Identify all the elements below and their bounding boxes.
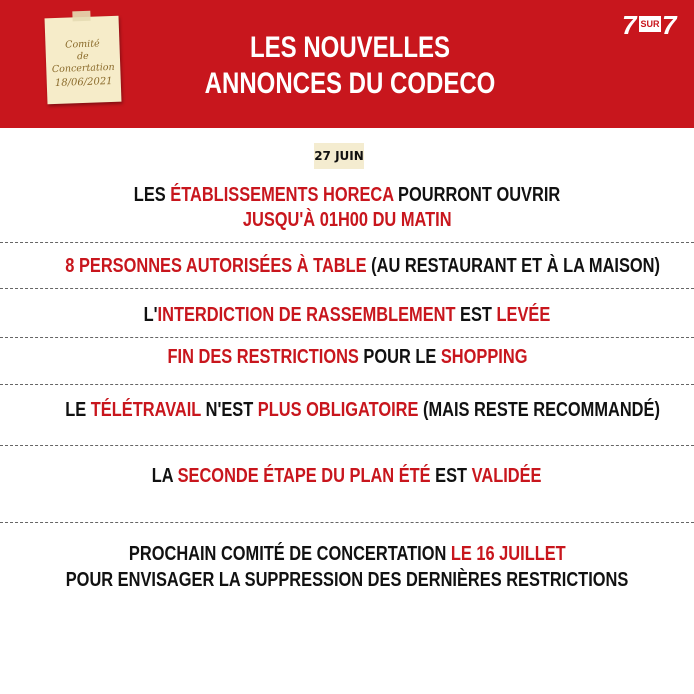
header-banner — [0, 0, 694, 128]
rassemblement-part-3: LEVÉE — [496, 304, 551, 326]
date-badge: 27 JUIN — [314, 143, 364, 169]
announcement-plan-ete — [0, 463, 694, 489]
rassemblement-part-0: L' — [143, 304, 158, 326]
teletravail-part-2: N'EST — [201, 399, 258, 421]
announcement-horeca-line2 — [0, 207, 694, 233]
horeca-part-0: LES — [133, 184, 171, 206]
teletravail-part-3: PLUS OBLIGATOIRE — [257, 399, 419, 421]
title-line-1: LES NOUVELLES — [249, 31, 451, 64]
plan-ete-part-0: LA — [152, 465, 178, 487]
page-title — [198, 30, 502, 102]
note-line-3: Concertation — [51, 61, 115, 76]
footer-part-0: PROCHAIN COMITÉ DE CONCERTATION — [128, 543, 451, 565]
divider — [0, 288, 694, 289]
announcement-horeca — [0, 182, 694, 208]
shopping-part-1: POUR LE — [358, 346, 441, 368]
teletravail-part-0: LE — [65, 399, 91, 421]
divider — [0, 384, 694, 385]
table-part-1: (AU RESTAURANT ET À LA MAISON) — [366, 255, 660, 277]
note-line-2: de — [76, 50, 89, 63]
title-line-2: ANNONCES DU CODECO — [204, 67, 496, 100]
footer-part-1: LE 16 JUILLET — [450, 543, 566, 565]
rassemblement-part-2: EST — [455, 304, 497, 326]
announcement-shopping — [0, 344, 694, 370]
horeca-part-1: ÉTABLISSEMENTS HORECA — [170, 184, 394, 206]
footer-line-1 — [0, 541, 694, 567]
horeca-part-2: POURRONT OUVRIR — [393, 184, 561, 206]
teletravail-part-1: TÉLÉTRAVAIL — [90, 399, 202, 421]
note-date: 18/06/2021 — [54, 75, 113, 89]
tape-icon — [72, 11, 90, 22]
teletravail-part-4: (MAIS RESTE RECOMMANDÉ) — [418, 399, 660, 421]
divider — [0, 445, 694, 446]
divider — [0, 242, 694, 243]
logo-seven-right: 7 — [662, 10, 677, 40]
table-part-0: 8 PERSONNES AUTORISÉES À TABLE — [65, 255, 367, 277]
logo-seven-left: 7 — [622, 10, 637, 40]
7sur7-logo — [620, 12, 682, 38]
shopping-part-0: FIN DES RESTRICTIONS — [167, 346, 359, 368]
sticky-note — [45, 16, 122, 105]
plan-ete-part-2: EST — [430, 465, 472, 487]
footer-line2: POUR ENVISAGER LA SUPPRESSION DES DERNIÈRES RESTRICTIONS — [65, 569, 629, 591]
footer-line-2 — [0, 567, 694, 593]
divider — [0, 337, 694, 338]
announcement-table — [0, 253, 694, 279]
rassemblement-part-1: INTERDICTION DE RASSEMBLEMENT — [157, 304, 456, 326]
plan-ete-part-3: VALIDÉE — [471, 465, 542, 487]
horeca-line2: JUSQU'À 01H00 DU MATIN — [242, 209, 452, 231]
divider — [0, 522, 694, 523]
note-line-1: Comité — [65, 38, 100, 51]
logo-sur: SUR — [639, 16, 661, 32]
plan-ete-part-1: SECONDE ÉTAPE DU PLAN ÉTÉ — [177, 465, 431, 487]
announcement-rassemblement — [0, 302, 694, 328]
shopping-part-2: SHOPPING — [440, 346, 527, 368]
announcement-teletravail — [0, 397, 694, 423]
